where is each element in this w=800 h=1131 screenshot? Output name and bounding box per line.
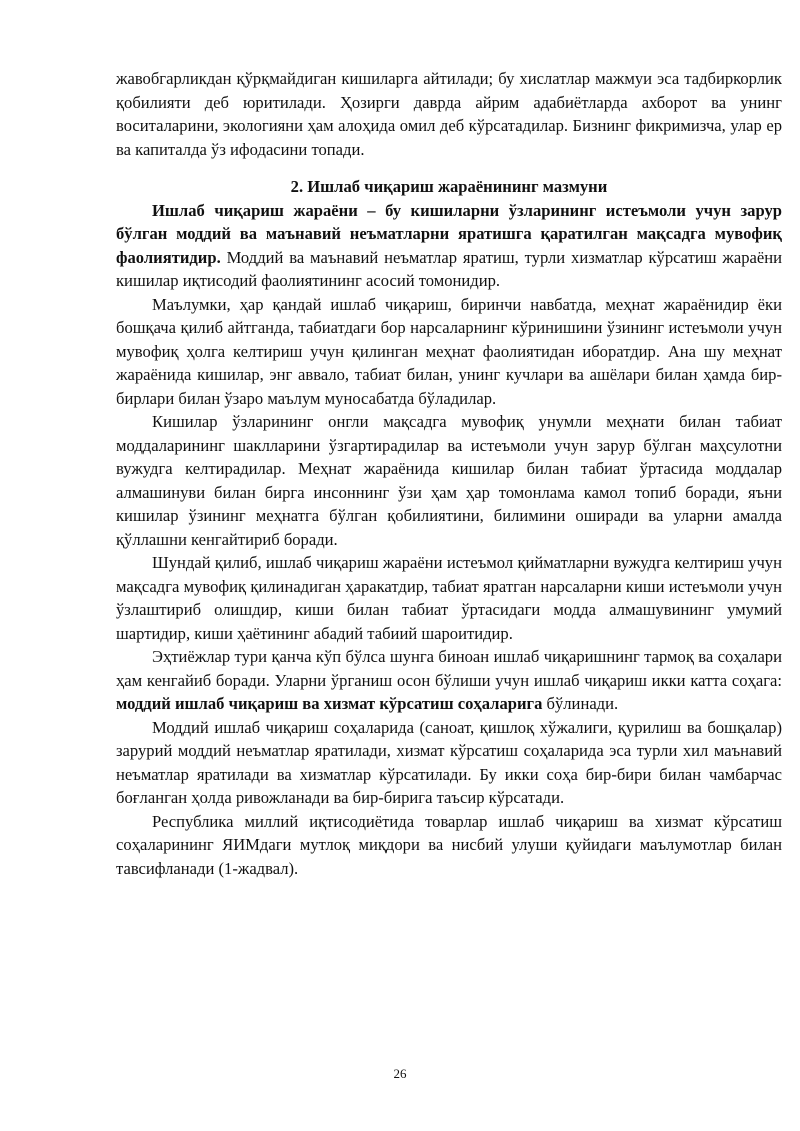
paragraph-4: Шундай қилиб, ишлаб чиқариш жараёни истеъмол қийматларни вужудга келтириш учун мақсадга мувофиқ қилинадиган ҳаракатдир, табиат яратган нарсаларни киши истеъмоли учун ўзлаштириб олишдир, киши билан табиат ўртасидаги модда алмашувининг умумий шартидир, киши ҳаётининг абадий табиий шароитидир.: [116, 553, 782, 643]
section-heading: 2. Ишлаб чиқариш жараёнининг мазмуни: [290, 177, 608, 196]
definition-bold-text: Ишлаб чиқариш жараёни – бу кишиларни ўзларининг истеъмоли учун зарур бўлган моддий ва маънавий неъматларни яратишга қаратилган мақсадга мувофиқ фаолиятидир.: [116, 200, 782, 267]
paragraph-7: Республика миллий иқтисодиётида товарлар ишлаб чиқариш ва хизмат кўрсатиш соҳаларининг ЯИМдаги мутлоқ миқдори ва нисбий улуши қуйидаги маълумотлар билан тавсифланади (1-жадвал).: [116, 811, 782, 878]
definition-rest-text: Моддий ва маънавий неъматлар яратиш, турли хизматлар кўрсатиш жараёни кишилар иқтисодий фаолиятининг асосий томонидир.: [116, 247, 782, 290]
paragraph-definition: [116, 199, 782, 293]
page-number: 26: [393, 1066, 407, 1081]
paragraph-5: [116, 645, 782, 716]
paragraph-continuation: жавобгарликдан қўрқмайдиган кишиларга айтилади; бу хислатлар мажмуи эса тадбиркорлик қобилияти деб юритилади. Ҳозирги даврда айрим адабиётларда ахборот ва унинг воситаларини, экологияни ҳам алоҳида омил деб кўрсатадилар. Бизнинг фикримизча, улар ер ва капиталда ўз ифодасини топади.: [116, 69, 782, 159]
paragraph-3: Кишилар ўзларининг онгли мақсадга мувофиқ унумли меҳнати билан табиат моддаларининг шаклларини ўзгартирадилар ва истеъмоли учун зарур бўлган маҳсулотни вужудга келтирадилар. Меҳнат жараёнида кишилар билан табиат ўртасида моддалар алмашинуви билан бирга инсоннинг ўзи ҳам ҳар томонлама камол топиб боради, яъни кишилар ўзининг меҳнатга бўлган қобилиятини, билимини оширади ва уларни амалда қўллашни кенгайтириб боради.: [116, 412, 782, 549]
paragraph-5-end: бўлинади.: [542, 694, 619, 713]
body-text: [116, 67, 782, 880]
paragraph-5-bold: моддий ишлаб чиқариш ва хизмат кўрсатиш соҳаларига: [116, 694, 543, 713]
paragraph-5-start: Эҳтиёжлар тури қанча кўп бўлса шунга биноан ишлаб чиқаришнинг тармоқ ва соҳалари ҳам кенгайиб боради. Уларни ўрганиш осон бўлиши учун ишлаб чиқариш икки катта соҳага:: [116, 647, 782, 690]
paragraph-2: Маълумки, ҳар қандай ишлаб чиқариш, биринчи навбатда, меҳнат жараёнидир ёки бошқача қилиб айтганда, табиатдаги бор нарсаларнинг кўринишини ўзининг истеъмоли учун мувофиқ ҳолга келтириш учун қилинган меҳнат фаолиятидан иборатдир. Ана шу меҳнат жараёнида кишилар, энг аввало, табиат билан, унинг кучлари ва ашёлари билан ҳамда бир-бирлари билан ўзаро маълум муносабатда бўладилар.: [116, 294, 782, 408]
paragraph-6: Моддий ишлаб чиқариш соҳаларида (саноат, қишлоқ хўжалиги, қурилиш ва бошқалар) зарурий моддий неъматлар яратилади, хизмат кўрсатиш соҳаларида эса турли хил маънавий неъматлар яратилади ва хизматлар кўрсатилади. Бу икки соҳа бир-бири билан чамбарчас боғланган ҳолда ривожланади ва бир-бирига таъсир кўрсатади.: [116, 717, 782, 807]
